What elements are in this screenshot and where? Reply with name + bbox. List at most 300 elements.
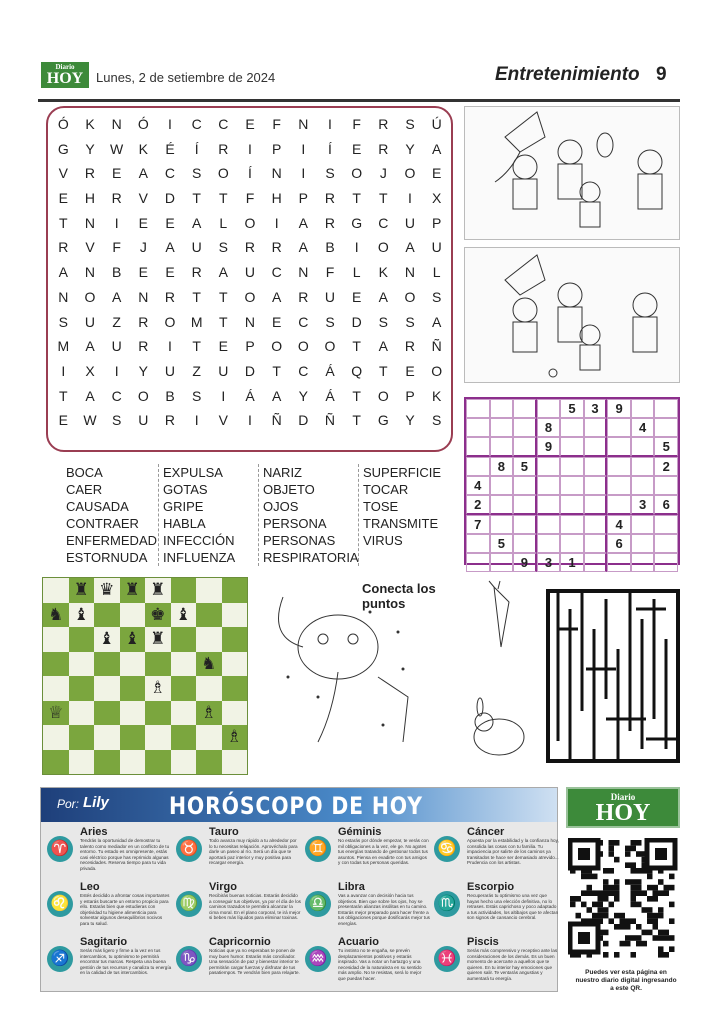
ws-letter: E bbox=[351, 140, 362, 157]
qr-code[interactable] bbox=[568, 838, 678, 962]
chess-square bbox=[171, 701, 197, 726]
ws-letter: A bbox=[138, 165, 148, 182]
ws-letter: I bbox=[114, 362, 119, 379]
sudoku-cell[interactable] bbox=[513, 399, 537, 418]
ws-letter: E bbox=[138, 214, 148, 231]
ws-letter: W bbox=[110, 140, 124, 157]
word-item: INFLUENZA bbox=[163, 550, 236, 565]
chess-square bbox=[69, 627, 95, 652]
zodiac-icon: ♈ bbox=[47, 836, 73, 862]
ws-letter: R bbox=[218, 140, 229, 157]
sign-name: Cáncer bbox=[467, 826, 505, 838]
ws-letter: U bbox=[244, 264, 256, 281]
ws-letter: E bbox=[351, 288, 362, 305]
sudoku-cell[interactable] bbox=[654, 553, 678, 572]
ws-letter: T bbox=[59, 387, 68, 404]
word-item: INFECCIÓN bbox=[163, 533, 235, 548]
sudoku-cell[interactable] bbox=[466, 457, 490, 476]
sudoku-cell[interactable]: 7 bbox=[466, 515, 490, 534]
sudoku-cell[interactable] bbox=[513, 418, 537, 437]
ws-letter: S bbox=[218, 239, 228, 256]
chess-square bbox=[196, 627, 222, 652]
ws-letter: F bbox=[272, 116, 281, 132]
ws-letter: R bbox=[324, 190, 336, 207]
ws-letter: A bbox=[431, 140, 442, 157]
sudoku-cell[interactable]: 9 bbox=[513, 553, 537, 572]
ws-letter: K bbox=[431, 387, 442, 404]
ws-letter: I bbox=[61, 362, 66, 379]
ws-letter: A bbox=[271, 288, 282, 305]
chess-square bbox=[222, 676, 248, 701]
ws-letter: L bbox=[219, 214, 228, 231]
word-column bbox=[358, 464, 458, 566]
sudoku-cell[interactable] bbox=[584, 418, 608, 437]
word-item: TOSE bbox=[363, 499, 399, 514]
sudoku-cell[interactable]: 3 bbox=[631, 495, 655, 515]
sudoku-cell[interactable]: 2 bbox=[654, 457, 678, 476]
ws-letter: O bbox=[324, 338, 336, 355]
sudoku-cell[interactable] bbox=[607, 418, 631, 437]
sudoku-cell[interactable] bbox=[537, 495, 561, 515]
horoscope-sign bbox=[174, 881, 300, 933]
chess-square bbox=[69, 701, 95, 726]
ws-letter: T bbox=[192, 338, 201, 355]
sudoku-cell[interactable] bbox=[537, 476, 561, 495]
ws-letter: E bbox=[405, 362, 415, 379]
chess-square: ♜ bbox=[120, 578, 146, 603]
sudoku-cell[interactable] bbox=[584, 437, 608, 457]
ws-letter: I bbox=[248, 412, 252, 429]
sudoku-cell[interactable] bbox=[654, 476, 678, 495]
ws-letter: I bbox=[354, 239, 359, 256]
ws-letter: E bbox=[58, 412, 68, 429]
sudoku-cell[interactable]: 8 bbox=[537, 418, 561, 437]
ws-letter: T bbox=[219, 313, 228, 330]
ws-letter: A bbox=[165, 239, 175, 256]
kids-drawing-top bbox=[464, 106, 680, 240]
sudoku-cell[interactable] bbox=[560, 515, 584, 534]
ws-letter: N bbox=[111, 116, 122, 132]
ws-letter: N bbox=[58, 288, 69, 305]
ws-letter: R bbox=[244, 239, 256, 256]
chess-square: ♞ bbox=[196, 652, 222, 677]
ws-letter: O bbox=[217, 165, 229, 182]
ws-letter: Í bbox=[328, 140, 332, 157]
chess-square bbox=[196, 676, 222, 701]
sudoku-cell[interactable] bbox=[631, 534, 655, 553]
sign-name: Sagitario bbox=[80, 936, 128, 948]
ws-letter: R bbox=[84, 165, 96, 182]
sudoku-cell[interactable] bbox=[513, 495, 537, 515]
ws-letter: P bbox=[245, 338, 255, 355]
sudoku-cell[interactable] bbox=[490, 553, 514, 572]
chess-square bbox=[69, 725, 95, 750]
ws-letter: R bbox=[58, 239, 69, 256]
connect-dots-puzzle bbox=[258, 577, 458, 775]
chess-square bbox=[196, 578, 222, 603]
chess-square bbox=[171, 578, 197, 603]
chess-board bbox=[42, 577, 248, 775]
ws-letter: N bbox=[244, 313, 256, 330]
sudoku-cell[interactable] bbox=[513, 437, 537, 457]
word-column bbox=[62, 464, 158, 566]
sudoku-cell[interactable]: 4 bbox=[631, 418, 655, 437]
ws-letter: D bbox=[298, 412, 309, 429]
sign-name: Libra bbox=[338, 881, 365, 893]
ws-letter: J bbox=[379, 165, 387, 182]
section-title: Entretenimiento bbox=[495, 64, 640, 85]
ws-letter: I bbox=[168, 116, 172, 132]
sudoku-cell[interactable] bbox=[584, 476, 608, 495]
sudoku-cell[interactable]: 4 bbox=[607, 515, 631, 534]
sudoku-cell[interactable]: 3 bbox=[584, 399, 608, 418]
ws-letter: O bbox=[244, 288, 256, 305]
sudoku-cell[interactable] bbox=[584, 457, 608, 476]
ws-letter: S bbox=[378, 313, 388, 330]
ws-letter: B bbox=[111, 264, 122, 281]
chess-square bbox=[43, 578, 69, 603]
ws-letter: I bbox=[194, 412, 199, 429]
sudoku-cell[interactable] bbox=[631, 476, 655, 495]
ws-letter: B bbox=[165, 387, 175, 404]
sudoku-cell[interactable] bbox=[513, 476, 537, 495]
chess-square: ♜ bbox=[69, 578, 95, 603]
header-logo bbox=[41, 62, 89, 88]
ws-letter: O bbox=[377, 239, 389, 256]
sudoku-cell[interactable]: 6 bbox=[607, 534, 631, 553]
sudoku-cell[interactable] bbox=[490, 476, 514, 495]
ws-letter: P bbox=[298, 190, 308, 207]
ws-letter: T bbox=[219, 190, 228, 207]
sudoku-cell[interactable] bbox=[560, 495, 584, 515]
sudoku-cell[interactable] bbox=[560, 437, 584, 457]
sign-text: Serás más comprensivo y receptivo ante las consideraciones de los demás. Es un buen momento de acercarte a aquellos que te quieren. En tu interior hay emociones que quieren salir. Te ventarás angustias y aumentará tu energía. bbox=[467, 948, 558, 981]
ws-letter: Ñ bbox=[271, 412, 282, 429]
chess-square: ♜ bbox=[145, 578, 171, 603]
word-item: PERSONAS bbox=[263, 533, 336, 548]
ws-letter: D bbox=[244, 362, 256, 379]
ws-letter: K bbox=[378, 264, 388, 281]
chess-square: ♝ bbox=[120, 627, 146, 652]
chess-square bbox=[222, 578, 248, 603]
ws-letter: E bbox=[431, 165, 442, 182]
ws-letter: R bbox=[404, 338, 416, 355]
sudoku-cell[interactable]: 8 bbox=[490, 457, 514, 476]
ws-letter: H bbox=[84, 190, 96, 207]
sign-text: Tu instinto no te engaña, se prevén desplazamientos positivos y estarás inspirado. Vas a notar un hartazgo y una necesidad de la naturaleza en su sentido más amplio. No te resistas, será lo mejor que puedas hacer. bbox=[338, 948, 422, 981]
ws-letter: T bbox=[379, 362, 388, 379]
sudoku-cell[interactable] bbox=[513, 515, 537, 534]
sudoku-cell[interactable]: 3 bbox=[537, 553, 561, 572]
sudoku-cell[interactable] bbox=[631, 553, 655, 572]
ws-letter: U bbox=[404, 214, 416, 231]
sudoku-cell[interactable] bbox=[513, 534, 537, 553]
chess-square bbox=[120, 652, 146, 677]
ws-letter: A bbox=[405, 239, 415, 256]
chess-square bbox=[145, 701, 171, 726]
sudoku-cell[interactable] bbox=[537, 534, 561, 553]
sign-text: No estarás por dónde empezar, te verás con mil obligaciones a la vez, ele ge. No agotes tus energías tratando de gestionar todos tus asuntos. Piensa en evadirte con tus amigos y con todas tus personas queridas. bbox=[338, 838, 429, 866]
sudoku-cell[interactable] bbox=[607, 495, 631, 515]
chess-square: ♗ bbox=[196, 701, 222, 726]
zodiac-icon: ♌ bbox=[47, 891, 73, 917]
sign-name: Tauro bbox=[209, 826, 239, 838]
sudoku-cell[interactable] bbox=[490, 418, 514, 437]
qr-caption: Puedes ver esta página en nuestro diario digital ingresando a este QR. bbox=[575, 969, 677, 992]
ws-letter: R bbox=[324, 214, 336, 231]
word-item: CAUSADA bbox=[66, 499, 129, 514]
sudoku-cell[interactable] bbox=[631, 515, 655, 534]
horoscope-sign bbox=[303, 826, 429, 878]
ws-letter: U bbox=[164, 362, 176, 379]
ws-letter: I bbox=[114, 214, 119, 231]
sudoku-cell[interactable] bbox=[537, 515, 561, 534]
word-item: GRIPE bbox=[163, 499, 204, 514]
word-item: VIRUS bbox=[363, 533, 403, 548]
ws-letter: A bbox=[431, 313, 442, 330]
word-item: CAER bbox=[66, 482, 103, 497]
sudoku-cell[interactable]: 9 bbox=[607, 399, 631, 418]
ws-letter: S bbox=[405, 116, 415, 132]
sudoku-cell[interactable]: 6 bbox=[654, 495, 678, 515]
sign-name: Aries bbox=[80, 826, 108, 838]
sign-text: Todo avanza muy rápido a tu alrededor por lo tu necesitas relajación. Aprovéchalo para darle un paseo al río. Será un día que te aportará paz interior y muy positiva para recargar energía. bbox=[209, 838, 298, 866]
sudoku-cell[interactable] bbox=[466, 418, 490, 437]
horoscope-sign bbox=[45, 881, 171, 933]
ws-letter: L bbox=[352, 264, 361, 281]
word-item: NARIZ bbox=[263, 465, 302, 480]
chess-square: ♗ bbox=[222, 725, 248, 750]
ws-letter: C bbox=[378, 214, 389, 231]
ws-letter: A bbox=[298, 239, 308, 256]
sudoku-cell[interactable] bbox=[584, 495, 608, 515]
ws-letter: K bbox=[138, 140, 148, 157]
ws-letter: Í bbox=[194, 140, 199, 157]
ws-letter: I bbox=[274, 214, 279, 231]
ws-letter: Y bbox=[405, 140, 415, 157]
sudoku-cell[interactable] bbox=[654, 534, 678, 553]
sudoku-cell[interactable] bbox=[490, 495, 514, 515]
ws-letter: P bbox=[431, 214, 442, 231]
ws-letter: O bbox=[244, 214, 256, 231]
ws-letter: Á bbox=[325, 387, 335, 404]
ws-letter: E bbox=[165, 214, 175, 231]
ws-letter: V bbox=[58, 165, 68, 182]
ws-letter: O bbox=[137, 387, 149, 404]
word-item: TOCAR bbox=[363, 482, 409, 497]
zodiac-icon: ♐ bbox=[47, 946, 73, 972]
sudoku-cell[interactable] bbox=[654, 399, 678, 418]
ws-letter: Y bbox=[138, 362, 148, 379]
chess-square bbox=[120, 725, 146, 750]
chess-square bbox=[43, 750, 69, 775]
horoscope-sign bbox=[432, 936, 558, 988]
ws-letter: R bbox=[378, 140, 389, 157]
sign-text: Serás más ligero y firme a la vez en tus intercambios, tu optimismo te permitirá encontrar tus marcas. Respeta una buena gestión de tus recursos y canaliza tu energía en la calidad de tus intercambios. bbox=[80, 948, 172, 976]
chess-square bbox=[120, 750, 146, 775]
sign-text: Recuperarás tu optimismo una vez que hayas hecho una elección definitiva, no lo retrases. Estás caprichoso y poco adaptado a tus actividades, los altibajos que te afectan son signos de cansancio cerebral. bbox=[467, 893, 559, 921]
sudoku-cell[interactable] bbox=[584, 534, 608, 553]
chess-square bbox=[196, 603, 222, 628]
sign-name: Piscis bbox=[467, 936, 499, 948]
sudoku-cell[interactable] bbox=[631, 457, 655, 476]
ws-letter: R bbox=[298, 288, 309, 305]
chess-square: ♝ bbox=[94, 627, 120, 652]
ws-letter: I bbox=[301, 165, 306, 182]
ws-letter: A bbox=[191, 214, 202, 231]
word-column bbox=[158, 464, 258, 566]
ws-letter: T bbox=[192, 190, 201, 207]
sudoku-cell[interactable] bbox=[584, 553, 608, 572]
horoscope-sign bbox=[303, 936, 429, 988]
zodiac-icon: ♉ bbox=[176, 836, 202, 862]
sudoku-cell[interactable] bbox=[537, 457, 561, 476]
chess-square bbox=[171, 725, 197, 750]
sudoku-cell[interactable] bbox=[490, 515, 514, 534]
ws-letter: Á bbox=[245, 387, 255, 404]
sudoku-cell[interactable] bbox=[607, 457, 631, 476]
chess-square bbox=[69, 750, 95, 775]
horoscope-banner bbox=[41, 788, 557, 822]
sudoku-cell[interactable] bbox=[466, 437, 490, 457]
sudoku-cell[interactable]: 9 bbox=[537, 437, 561, 457]
ws-letter: R bbox=[378, 116, 389, 132]
sudoku-cell[interactable] bbox=[560, 534, 584, 553]
ws-letter: T bbox=[272, 362, 281, 379]
word-item: TRANSMITE bbox=[363, 516, 439, 531]
sudoku-cell[interactable] bbox=[560, 418, 584, 437]
sudoku-cell[interactable] bbox=[560, 457, 584, 476]
ws-letter: F bbox=[112, 239, 121, 256]
chess-square bbox=[94, 676, 120, 701]
horoscope-sign bbox=[303, 881, 429, 933]
chess-square: ♝ bbox=[171, 603, 197, 628]
chess-square bbox=[43, 627, 69, 652]
sudoku-cell[interactable]: 5 bbox=[654, 437, 678, 457]
ws-letter: M bbox=[57, 338, 70, 355]
ws-letter: G bbox=[377, 412, 389, 429]
header-rule bbox=[38, 99, 680, 102]
chess-square bbox=[69, 676, 95, 701]
horoscope-sign bbox=[432, 826, 558, 878]
ws-letter: N bbox=[298, 264, 309, 281]
sign-text: Apuesta por la estabilidad y la confianza hoy, consolida las cosas con tu familia. Tu impaciencia por salirte de los caminos ya transitados te hace ser demasiado atrevido... Prudencia con los artistas. bbox=[467, 838, 559, 866]
zodiac-icon: ♒ bbox=[305, 946, 331, 972]
sudoku-cell[interactable]: 2 bbox=[466, 495, 490, 515]
sudoku-cell[interactable] bbox=[466, 553, 490, 572]
sudoku-cell[interactable] bbox=[490, 437, 514, 457]
ws-letter: C bbox=[298, 313, 309, 330]
ws-letter: Q bbox=[351, 362, 363, 379]
word-item: ENFERMEDAD bbox=[66, 533, 158, 548]
word-item: BOCA bbox=[66, 465, 103, 480]
ws-letter: I bbox=[248, 140, 252, 157]
page-number: 9 bbox=[656, 64, 667, 85]
sudoku-cell[interactable]: 5 bbox=[513, 457, 537, 476]
diario-hoy-logo bbox=[566, 787, 680, 828]
ws-letter: A bbox=[298, 214, 308, 231]
chess-square: ♜ bbox=[145, 627, 171, 652]
ws-letter: S bbox=[191, 165, 202, 182]
word-item: OJOS bbox=[263, 499, 299, 514]
ws-letter: K bbox=[85, 116, 95, 132]
horoscope-title: HORÓSCOPO DE HOY bbox=[169, 792, 423, 820]
sudoku-cell[interactable] bbox=[631, 399, 655, 418]
chess-square bbox=[145, 750, 171, 775]
chess-square bbox=[171, 750, 197, 775]
sudoku-cell[interactable] bbox=[654, 515, 678, 534]
ws-letter: I bbox=[221, 387, 226, 404]
ws-letter: N bbox=[84, 214, 96, 231]
chess-square bbox=[196, 750, 222, 775]
horoscope-sign bbox=[432, 881, 558, 933]
hoy-logo-small: Diario bbox=[610, 792, 636, 802]
sudoku-cell[interactable] bbox=[466, 534, 490, 553]
ws-letter: Z bbox=[112, 313, 121, 330]
ws-letter: R bbox=[111, 190, 122, 207]
ws-letter: Y bbox=[85, 140, 95, 157]
sudoku-cell[interactable]: 1 bbox=[560, 553, 584, 572]
sudoku-cell[interactable] bbox=[654, 418, 678, 437]
sudoku-cell[interactable]: 5 bbox=[490, 534, 514, 553]
chess-square bbox=[120, 701, 146, 726]
ws-letter: A bbox=[378, 338, 388, 355]
ws-letter: T bbox=[192, 288, 201, 305]
sudoku-cell[interactable] bbox=[607, 437, 631, 457]
ws-letter: N bbox=[404, 264, 416, 281]
ws-letter: P bbox=[271, 140, 282, 157]
ws-letter: O bbox=[431, 362, 443, 379]
sudoku-cell[interactable] bbox=[607, 476, 631, 495]
ws-letter: Y bbox=[298, 387, 308, 404]
sudoku-cell[interactable] bbox=[584, 515, 608, 534]
chess-square bbox=[145, 725, 171, 750]
sudoku-cell[interactable] bbox=[607, 553, 631, 572]
ws-letter: M bbox=[190, 313, 203, 330]
ws-letter: U bbox=[324, 288, 336, 305]
ws-letter: T bbox=[352, 338, 361, 355]
chess-square bbox=[120, 603, 146, 628]
ws-letter: L bbox=[432, 264, 441, 281]
chess-square bbox=[94, 701, 120, 726]
sudoku-cell[interactable] bbox=[631, 437, 655, 457]
ws-letter: R bbox=[164, 288, 176, 305]
chess-square bbox=[94, 725, 120, 750]
chess-square bbox=[120, 676, 146, 701]
sudoku-cell[interactable] bbox=[466, 399, 490, 418]
sudoku-cell[interactable]: 5 bbox=[560, 399, 584, 418]
sign-name: Acuario bbox=[338, 936, 379, 948]
sudoku-cell[interactable] bbox=[537, 399, 561, 418]
ws-letter: C bbox=[191, 116, 202, 132]
ws-letter: O bbox=[164, 313, 176, 330]
page-date: Lunes, 2 de setiembre de 2024 bbox=[96, 70, 276, 85]
chess-square: ♗ bbox=[145, 676, 171, 701]
chess-square: ♛ bbox=[94, 578, 120, 603]
sudoku-cell[interactable] bbox=[560, 476, 584, 495]
word-item: GOTAS bbox=[163, 482, 208, 497]
ws-letter: R bbox=[138, 313, 149, 330]
zodiac-icon: ♏ bbox=[434, 891, 460, 917]
chess-square bbox=[43, 676, 69, 701]
kids-drawing-bottom bbox=[464, 247, 680, 383]
ws-letter: E bbox=[218, 338, 228, 355]
sudoku-cell[interactable] bbox=[490, 399, 514, 418]
ws-letter: Z bbox=[192, 362, 201, 379]
sudoku-cell[interactable]: 4 bbox=[466, 476, 490, 495]
chess-square bbox=[94, 652, 120, 677]
horoscope-author: Lily bbox=[83, 794, 109, 811]
